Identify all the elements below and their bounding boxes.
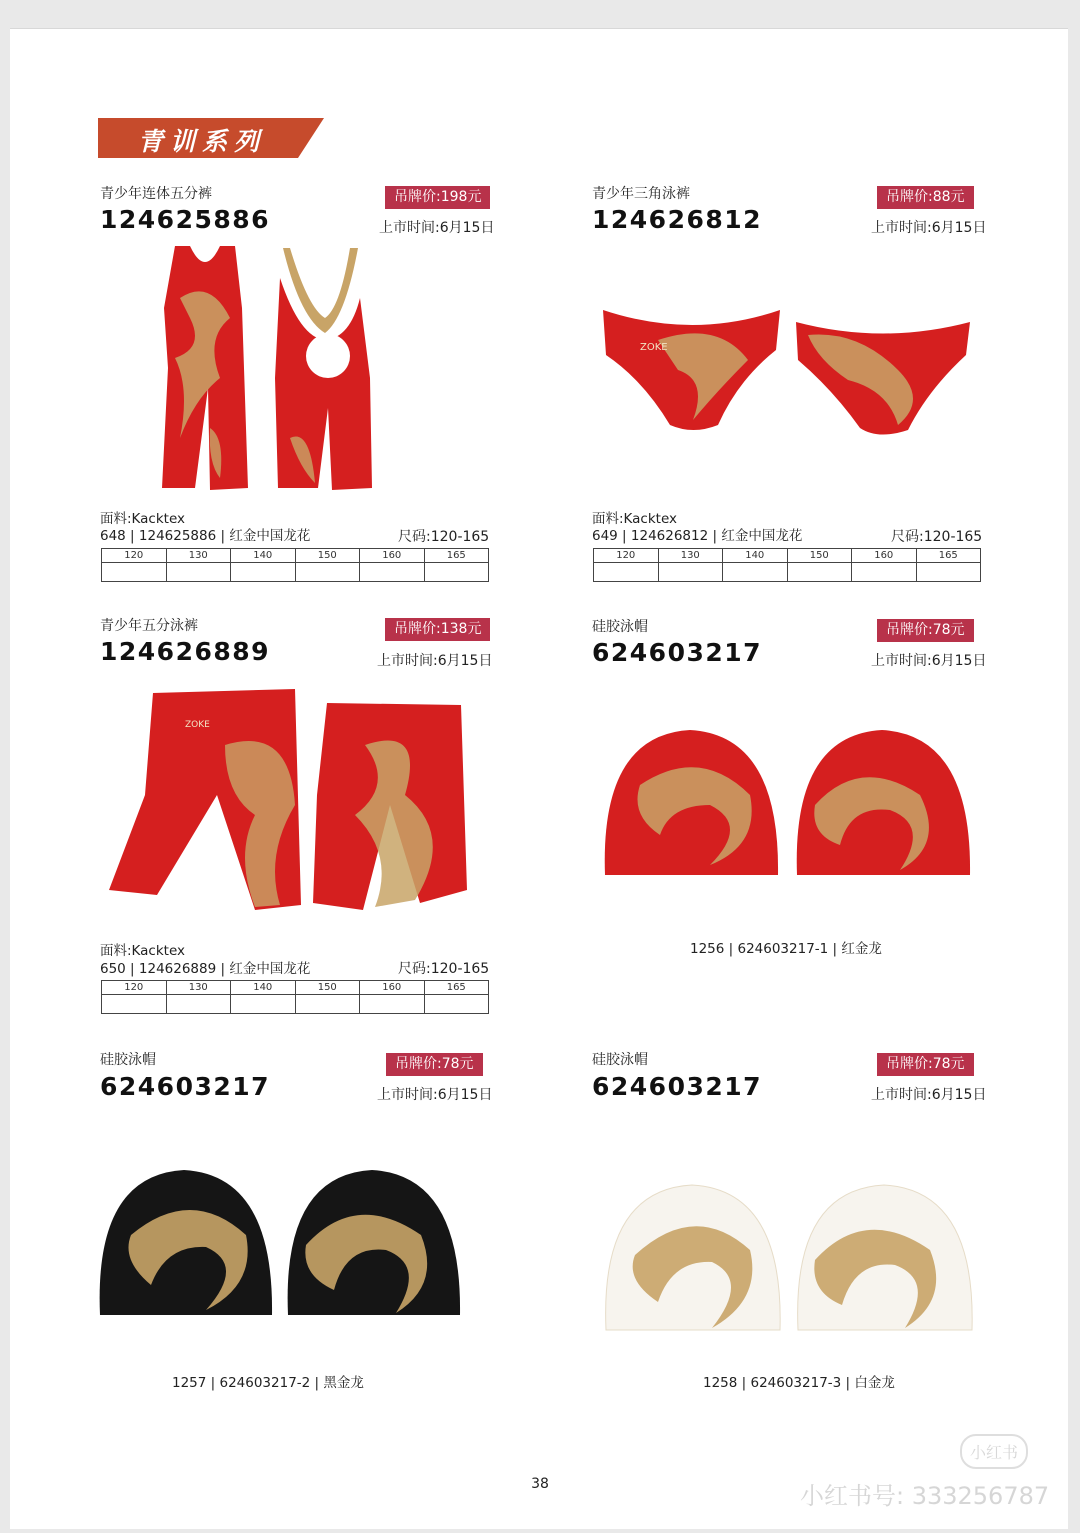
watermark-logo: 小红书 [960, 1434, 1028, 1469]
size-table [101, 548, 489, 582]
variant-caption: 1257 | 624603217-2 | 黑金龙 [172, 1375, 364, 1391]
size-range: 尺码:120-165 [398, 529, 490, 545]
size-header-cell: 165 [916, 549, 981, 563]
page-number: 38 [531, 1476, 549, 1492]
size-header-cell: 120 [594, 549, 659, 563]
fabric-label: 面料:Kacktex [100, 943, 186, 959]
size-header-cell: 165 [424, 549, 489, 563]
size-header-cell: 165 [424, 981, 489, 995]
product-code: 124625886 [100, 205, 271, 234]
variant-caption: 1258 | 624603217-3 | 白金龙 [703, 1375, 895, 1391]
price-tag: 吊牌价:78元 [877, 619, 974, 642]
product-code: 124626812 [592, 205, 763, 234]
size-header-cell: 140 [231, 981, 296, 995]
product-code: 624603217 [100, 1072, 271, 1101]
product-name: 硅胶泳帽 [100, 1052, 156, 1068]
product-name: 青少年五分泳裤 [100, 618, 198, 634]
product-name: 硅胶泳帽 [592, 1052, 648, 1068]
size-header-cell: 140 [723, 549, 788, 563]
variant-label: 649 | 124626812 | 红金中国龙花 [592, 528, 803, 544]
release-date: 上市时间:6月15日 [379, 220, 495, 236]
size-header-cell: 120 [102, 549, 167, 563]
size-header-cell: 130 [166, 549, 231, 563]
size-header-cell: 150 [295, 549, 360, 563]
jammers-image [105, 685, 475, 920]
size-header-cell: 140 [231, 549, 296, 563]
price-tag: 吊牌价:138元 [385, 618, 490, 641]
variant-label: 650 | 124626889 | 红金中国龙花 [100, 961, 311, 977]
price-tag: 吊牌价:88元 [877, 186, 974, 209]
section-title: 青训系列 [138, 127, 267, 156]
release-date: 上市时间:6月15日 [871, 653, 987, 669]
size-table [101, 980, 489, 1014]
fabric-label: 面料:Kacktex [592, 511, 678, 527]
size-header-cell: 130 [166, 981, 231, 995]
release-date: 上市时间:6月15日 [871, 220, 987, 236]
brand-print: ZOKE [185, 720, 210, 730]
price-tag: 吊牌价:78元 [877, 1053, 974, 1076]
variant-caption: 1256 | 624603217-1 | 红金龙 [690, 941, 882, 957]
product-code: 124626889 [100, 637, 271, 666]
red-cap-image [600, 725, 985, 885]
briefs-image [598, 300, 978, 445]
price-tag: 吊牌价:198元 [385, 186, 490, 209]
size-header-cell: 150 [295, 981, 360, 995]
size-header-cell: 120 [102, 981, 167, 995]
brand-print: ZOKE [640, 342, 668, 353]
size-header-cell: 150 [787, 549, 852, 563]
section-banner [98, 118, 324, 158]
size-table [593, 548, 981, 582]
release-date: 上市时间:6月15日 [377, 653, 493, 669]
variant-label: 648 | 124625886 | 红金中国龙花 [100, 528, 311, 544]
release-date: 上市时间:6月15日 [871, 1087, 987, 1103]
size-range: 尺码:120-165 [891, 529, 983, 545]
size-header-cell: 160 [360, 549, 425, 563]
white-cap-image [600, 1180, 985, 1340]
product-code: 624603217 [592, 1072, 763, 1101]
product-name: 硅胶泳帽 [592, 619, 648, 635]
size-range: 尺码:120-165 [398, 961, 490, 977]
size-header-cell: 160 [852, 549, 917, 563]
price-tag: 吊牌价:78元 [386, 1053, 483, 1076]
release-date: 上市时间:6月15日 [377, 1087, 493, 1103]
watermark-text: 小红书号: 333256787 [800, 1482, 1050, 1510]
size-header-cell: 130 [658, 549, 723, 563]
size-header-cell: 160 [360, 981, 425, 995]
black-cap-image [96, 1165, 481, 1325]
suit-image [150, 238, 380, 498]
product-code: 624603217 [592, 638, 763, 667]
product-name: 青少年三角泳裤 [592, 186, 690, 202]
product-name: 青少年连体五分裤 [100, 186, 212, 202]
fabric-label: 面料:Kacktex [100, 511, 186, 527]
